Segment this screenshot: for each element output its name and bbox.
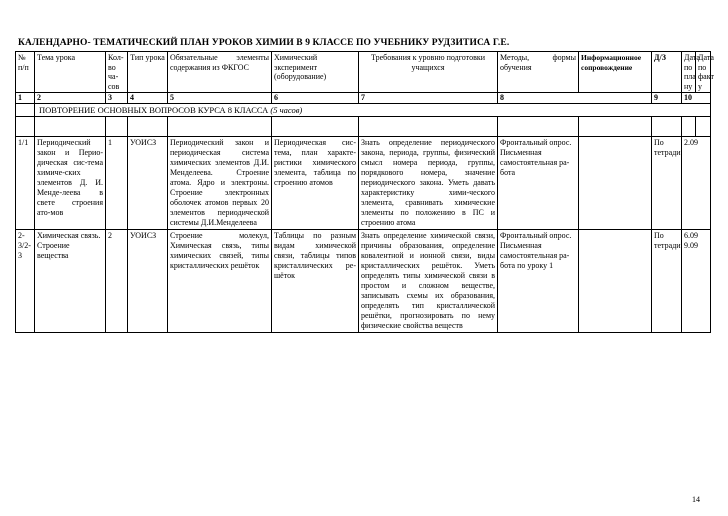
header-topic: Тема урока	[35, 52, 106, 93]
row-requirements: Знать определение химической связи, причины образования, определение ковалентной и ионной связи, виды кристаллических решёток. Уметь определять типы химической связи в простом и сложном веществе, записывать схемы их образования, определять тип кристаллической решётки, прогнозировать по нему физические свойства веществ	[359, 230, 498, 333]
header-content: Обязательные элементы содержания из ФКГОС	[168, 52, 272, 93]
table-row	[16, 137, 711, 230]
header-num: № п/п	[16, 52, 35, 93]
table-row	[16, 230, 711, 333]
row-info	[579, 230, 652, 333]
row-info	[579, 137, 652, 230]
header-date-fact: Дата по факт у	[696, 52, 711, 93]
row-dates	[682, 137, 711, 230]
section-title: ПОВТОРЕНИЕ ОСНОВНЫХ ВОПРОСОВ КУРСА 8 КЛАССА	[39, 105, 269, 115]
row-experiment: Таблицы по разным видам химической связи, таблицы типов кристаллических ре-шёток	[272, 230, 359, 333]
column-number-row	[16, 93, 711, 104]
row-topic: Периодический закон и Перио-дическая сис-тема химиче-ских элементов Д. И. Менде-леева в свете строения ато-мов	[35, 137, 106, 230]
section-row	[16, 104, 711, 117]
section-title-cell	[35, 104, 711, 117]
col-number: 3	[106, 93, 128, 104]
row-homework: По тетради	[652, 137, 682, 230]
row-hours: 2	[106, 230, 128, 333]
col-number: 5	[168, 93, 272, 104]
page-number: 14	[692, 495, 700, 504]
row-requirements: Знать определение периодического закона, периода, группы, физический смысл номера периода, группы, порядкового номера, значение периодического закона. Уметь давать характеристику хими-ческого элемента, сравнивать химические элементы по положению в ПС и строению атома	[359, 137, 498, 230]
row-type: УОИСЗ	[128, 230, 168, 333]
row-methods: Фронтальный опрос. Письменная самостоятельная ра-бота	[498, 137, 579, 230]
row-methods: Фронтальный опрос. Письменная самостоятельная ра-бота по уроку 1	[498, 230, 579, 333]
col-number: 8	[498, 93, 652, 104]
header-experiment: Химический эксперимент (оборудование)	[272, 52, 359, 93]
header-hours: Кол-во ча-сов	[106, 52, 128, 93]
row-content: Строение молекул, Химическая связь, типы химических связей, типы кристаллических решёток	[168, 230, 272, 333]
row-topic: Химическая связь. Строение вещества	[35, 230, 106, 333]
col-number: 2	[35, 93, 106, 104]
header-info: Информационное сопровождение	[579, 52, 652, 93]
row-hours: 1	[106, 137, 128, 230]
thematic-plan-table	[15, 51, 715, 333]
header-type: Тип урока	[128, 52, 168, 93]
document-title: КАЛЕНДАРНО- ТЕМАТИЧЕСКИЙ ПЛАН УРОКОВ ХИМИИ В 9 КЛАССЕ ПО УЧЕБНИКУ РУДЗИТИСА Г.Е.	[18, 38, 510, 48]
row-date-plan: 2.09	[684, 138, 698, 147]
col-number: 10	[682, 93, 711, 104]
col-number: 9	[652, 93, 682, 104]
header-methods: Методы, формы обучения	[498, 52, 579, 93]
header-homework: Д/З	[652, 52, 682, 93]
row-homework: По тетради	[652, 230, 682, 333]
col-number: 1	[16, 93, 35, 104]
header-requirements: Требования к уровню подготовки учащихся	[359, 52, 498, 93]
row-date-plan: 6.09	[684, 231, 698, 240]
spacer-row	[16, 117, 711, 137]
section-hours: (5 часов)	[270, 105, 303, 115]
col-number: 7	[359, 93, 498, 104]
header-row	[16, 52, 711, 93]
header-date-plan: Дата по пла ну	[682, 52, 696, 93]
row-num: 1/1	[16, 137, 35, 230]
row-content: Периодический закон и периодическая система химических элементов Д.И. Менделеева. Строение атома. Ядро и электроны. Строение электронных оболочек атомов первых 20 элементов периодической системы Д.И.Менделеева	[168, 137, 272, 230]
row-dates	[682, 230, 711, 333]
row-type: УОИСЗ	[128, 137, 168, 230]
row-experiment: Периодическая сис-тема, план характе-ристики химического элемента, таблица по строению атомов	[272, 137, 359, 230]
col-number: 6	[272, 93, 359, 104]
row-date-fact: 9.09	[684, 241, 698, 250]
row-num: 2-3/2-3	[16, 230, 35, 333]
col-number: 4	[128, 93, 168, 104]
